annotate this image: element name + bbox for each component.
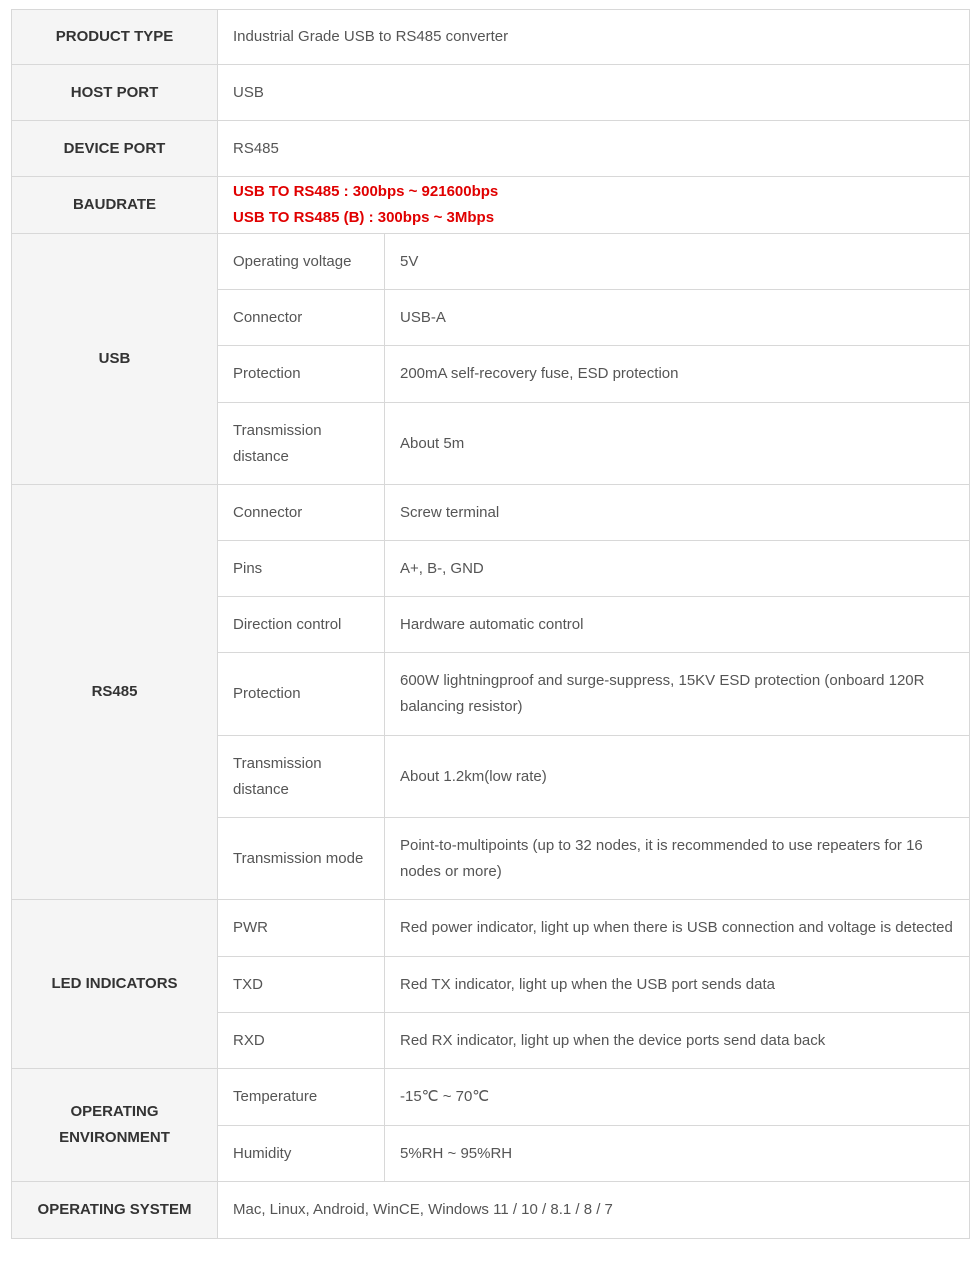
led-item-value: Red RX indicator, light up when the device ports send data back (385, 1013, 970, 1069)
row-baudrate (12, 177, 970, 234)
rs485-item-value: Screw terminal (385, 485, 970, 541)
row-rs485-1 (12, 485, 970, 541)
led-item-value: Red power indicator, light up when there is USB connection and voltage is detected (385, 900, 970, 957)
value-operating-system: Mac, Linux, Android, WinCE, Windows 11 / 10 / 8.1 / 8 / 7 (218, 1182, 970, 1239)
usb-item-value: About 5m (385, 403, 970, 485)
spec-table (11, 9, 970, 1239)
led-item-value: Red TX indicator, light up when the USB port sends data (385, 957, 970, 1013)
rs485-item-name: Protection (218, 653, 385, 736)
header-rs485: RS485 (12, 485, 218, 900)
row-led-1 (12, 900, 970, 957)
value-host-port: USB (218, 65, 970, 121)
usb-item-value: USB-A (385, 290, 970, 346)
rs485-item-value: Hardware automatic control (385, 597, 970, 653)
value-baudrate (218, 177, 970, 234)
env-item-value: -15℃ ~ 70℃ (385, 1069, 970, 1126)
rs485-item-value: Point-to-multipoints (up to 32 nodes, it is recommended to use repeaters for 16 nodes or more) (385, 818, 970, 900)
rs485-item-name: Direction control (218, 597, 385, 653)
led-item-name: PWR (218, 900, 385, 957)
usb-item-name: Connector (218, 290, 385, 346)
header-product-type: PRODUCT TYPE (12, 10, 218, 65)
usb-item-name: Transmission distance (218, 403, 385, 485)
baudrate-line-2: USB TO RS485 (B) : 300bps ~ 3Mbps (233, 209, 495, 226)
row-operating-system (12, 1182, 970, 1239)
baudrate-line-1: USB TO RS485 : 300bps ~ 921600bps (233, 183, 499, 200)
rs485-item-name: Transmission mode (218, 818, 385, 900)
row-env-1 (12, 1069, 970, 1126)
rs485-item-value: 600W lightningproof and surge-suppress, 15KV ESD protection (onboard 120R balancing resistor) (385, 653, 970, 736)
rs485-item-value: About 1.2km(low rate) (385, 736, 970, 818)
header-operating-environment: OPERATING ENVIRONMENT (12, 1069, 218, 1182)
row-usb-1 (12, 234, 970, 290)
row-host-port (12, 65, 970, 121)
header-operating-system: OPERATING SYSTEM (12, 1182, 218, 1239)
usb-item-value: 200mA self-recovery fuse, ESD protection (385, 346, 970, 403)
rs485-item-value: A+, B-, GND (385, 541, 970, 597)
header-led-indicators: LED INDICATORS (12, 900, 218, 1069)
value-product-type: Industrial Grade USB to RS485 converter (218, 10, 970, 65)
env-item-name: Humidity (218, 1126, 385, 1182)
header-usb: USB (12, 234, 218, 485)
header-host-port: HOST PORT (12, 65, 218, 121)
value-device-port: RS485 (218, 121, 970, 177)
row-device-port (12, 121, 970, 177)
row-product-type (12, 10, 970, 65)
env-item-value: 5%RH ~ 95%RH (385, 1126, 970, 1182)
usb-item-name: Operating voltage (218, 234, 385, 290)
usb-item-value: 5V (385, 234, 970, 290)
header-device-port: DEVICE PORT (12, 121, 218, 177)
header-baudrate: BAUDRATE (12, 177, 218, 234)
usb-item-name: Protection (218, 346, 385, 403)
rs485-item-name: Pins (218, 541, 385, 597)
led-item-name: RXD (218, 1013, 385, 1069)
env-item-name: Temperature (218, 1069, 385, 1126)
led-item-name: TXD (218, 957, 385, 1013)
rs485-item-name: Transmission distance (218, 736, 385, 818)
rs485-item-name: Connector (218, 485, 385, 541)
